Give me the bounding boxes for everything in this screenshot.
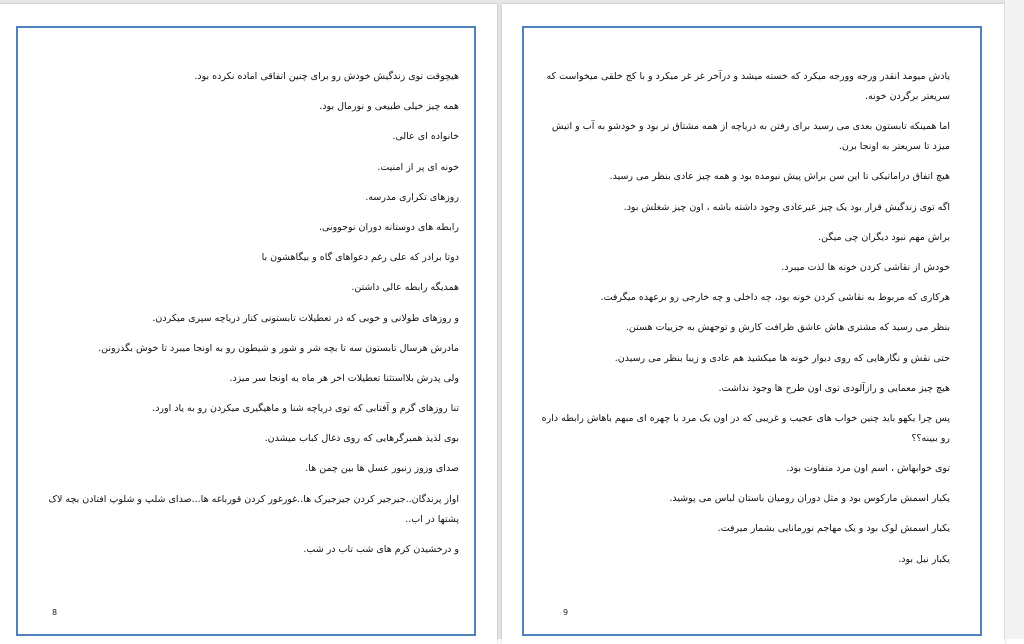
paragraph[interactable]: مادرش هرسال تابستون سه تا بچه شر و شور و شیطون رو به اونجا میبرد تا خوش بگذرونن. — [98, 342, 459, 354]
paragraph[interactable]: و روزهای طولانی و خوبی که در تعطیلات تابستونی کنار دریاچه سپری میکردن. — [152, 312, 459, 324]
paragraph[interactable]: خودش از نقاشی کردن خونه ها لذت میبرد. — [781, 261, 950, 273]
paragraph[interactable]: روزهای تکراری مدرسه. — [365, 191, 459, 203]
paragraph[interactable]: هیچ چیز معمایی و رازآلودی توی اون طرح ها وجود نداشت. — [718, 382, 950, 394]
paragraph[interactable]: بوی لذیذ همبرگرهایی که روی ذغال کباب میشدن. — [264, 433, 459, 445]
paragraph[interactable]: اما همینکه تابستون بعدی می رسید برای رفتن به دریاچه از همه مشتاق تر بود و خودشو به آب و اتیش میزد تا سریعتر به اونجا برن. — [551, 121, 950, 153]
paragraph[interactable]: همدیگه رابطه عالی داشتن. — [351, 282, 459, 294]
paragraph[interactable]: هیچ اتفاق دراماتیکی تا این سن براش پیش نیومده بود و همه چیز عادی بنظر می رسید. — [609, 171, 950, 183]
paragraph[interactable]: بنظر می رسید که مشتری هاش عاشق ظرافت کارش و توجهش به جزییات هستن. — [625, 322, 950, 334]
page-9 — [502, 4, 1005, 644]
paragraph[interactable]: توی خوابهاش ، اسم اون مرد متفاوت بود. — [786, 463, 950, 475]
paragraph[interactable]: یکبار اسمش مارکوس بود و مثل دوران رومیان باستان لباس می پوشید. — [669, 493, 950, 505]
paragraph[interactable]: یادش میومد انقدر ورجه وورجه میکرد که خسته میشد و درآخر غر غر میکرد و با کج خلقی میخواست که سریعتر برگردن خونه. — [546, 71, 950, 102]
paragraph[interactable]: تنا روزهای گرم و آفتابی که توی دریاچه شنا و ماهیگیری میکردن رو به یاد اورد. — [152, 403, 459, 415]
paragraph[interactable]: هیچوقت توی زندگیش خودش رو برای چنین اتفاقی اماده نکرده بود. — [194, 71, 459, 82]
paragraph[interactable]: رابطه های دوستانه دوران نوجوونی. — [319, 221, 459, 233]
page-8 — [0, 4, 497, 644]
page-text — [29, 67, 459, 570]
vertical-scrollbar[interactable] — [1004, 0, 1024, 639]
paragraph[interactable]: صدای وزوز زنبور عسل ها بین چمن ها. — [305, 463, 459, 475]
paragraph[interactable]: خانواده ای عالی. — [392, 131, 459, 143]
paragraph[interactable]: پس چرا یکهو باید چنین خواب های عجیب و غریبی که در اون یک مرد با چهره ای مبهم باهاش رابطه داره رو ببینه؟؟ — [541, 412, 950, 444]
paragraph[interactable]: یکبار اسمش لوک بود و یک مهاجم نورمانایی بشمار میرفت. — [717, 523, 950, 535]
page-text — [540, 67, 950, 580]
paragraph[interactable]: اواز پرندگان..جیرجیر کردن جیرجیرک ها..غورغور کردن قورباغه ها...صدای شلپ و شلوپ افتادن بچه لاک پشتها در اب.. — [48, 493, 459, 525]
paragraph[interactable]: حتی نقش و نگارهایی که روی دیوار خونه ها میکشید هم عادی و زیبا بنظر می رسیدن. — [614, 352, 950, 364]
paragraph[interactable]: یکبار نیل بود. — [898, 553, 950, 565]
paragraph[interactable]: ولی پدرش بلااستثنا تعطیلات اخر هر ماه به اونجا سر میزد. — [229, 372, 459, 384]
paragraph[interactable]: و درخشیدن کرم های شب تاب در شب. — [303, 543, 459, 555]
paragraph[interactable]: هرکاری که مربوط به نقاشی کردن خونه بود، چه داخلی و چه خارجی رو برعهده میگرفت. — [600, 292, 950, 304]
page-number: 8 — [52, 608, 58, 617]
paragraph[interactable]: دوتا برادر که علی رغم دعواهای گاه و بیگاهشون با — [261, 252, 459, 264]
paragraph[interactable]: اگه توی زندگیش قرار بود یک چیز غیرعادی وجود داشته باشه ، اون چیز شغلش بود. — [623, 201, 950, 213]
paragraph[interactable]: براش مهم نبود دیگران چی میگن. — [818, 231, 950, 243]
page-number: 9 — [563, 608, 569, 617]
paragraph[interactable]: خونه ای پر از امنیت. — [377, 161, 459, 173]
paragraph[interactable]: همه چیز خیلی طبیعی و نورمال بود. — [319, 101, 459, 113]
